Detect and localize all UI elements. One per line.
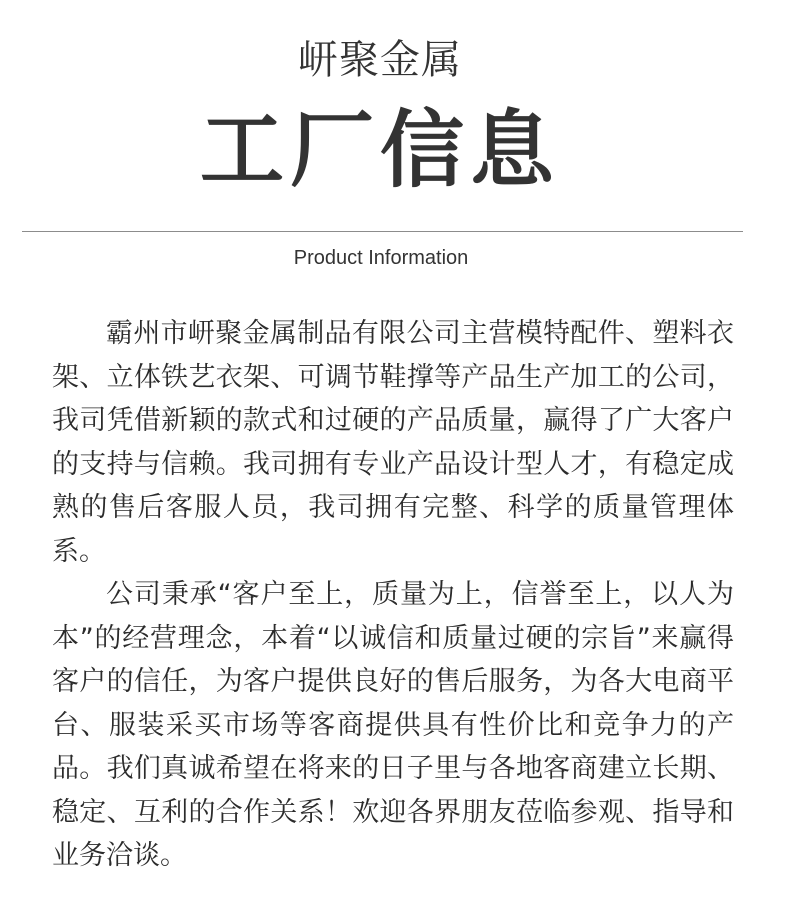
page-title: 工厂信息: [199, 101, 560, 199]
brand-name: 岍聚金属: [298, 37, 462, 83]
philosophy-paragraph: 公司秉承“客户至上，质量为上，信誉至上，以人为本”的经营理念，本着“以诚信和质量过硬的宗旨”来赢得客户的信任，为客户提供良好的售后服务，为各大电商平台、服装采买市场等客商提供具有性价比和竞争力的产品。我们真诚希望在将来的日子里与各地客商建立长期、稳定、互利的合作关系！欢迎各界朋友莅临参观、指导和业务洽谈。: [52, 579, 734, 871]
page-subtitle: Product Information: [293, 247, 469, 269]
body-text: [52, 312, 734, 878]
divider: [22, 231, 743, 232]
intro-paragraph: 霸州市岍聚金属制品有限公司主营模特配件、塑料衣架、立体铁艺衣架、可调节鞋撑等产品生产加工的公司，我司凭借新颖的款式和过硬的产品质量，赢得了广大客户的支持与信赖。我司拥有专业产品设计型人才，有稳定成熟的售后客服人员，我司拥有完整、科学的质量管理体系。: [52, 318, 734, 567]
